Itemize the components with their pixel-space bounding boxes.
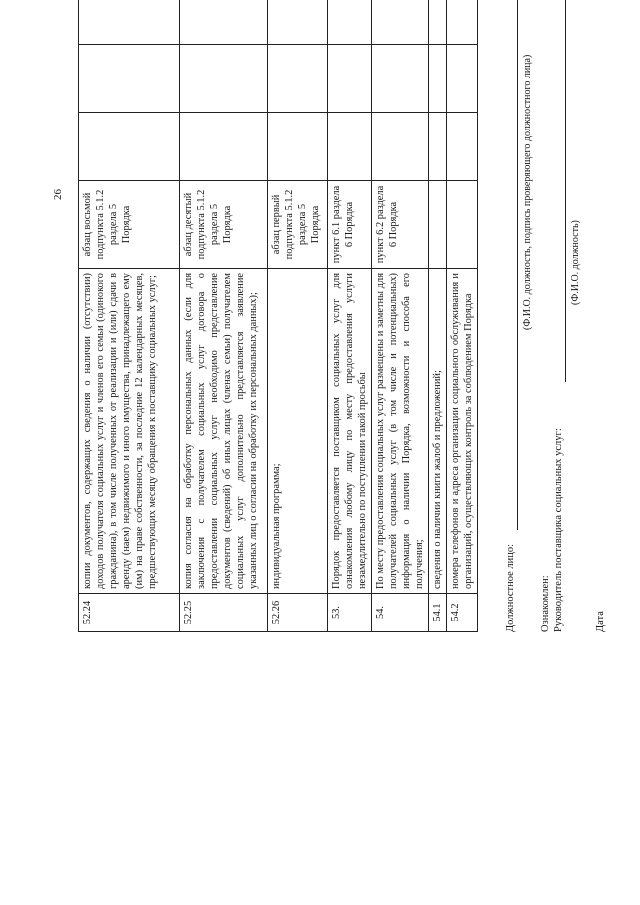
page-number: 26 [52, 189, 64, 200]
empty-cell [372, 113, 429, 181]
row-reference: абзац первый подпункта 5.1.2 раздела 5 Порядка [268, 181, 328, 269]
empty-cell [447, 113, 478, 181]
empty-cell [429, 0, 447, 45]
table-row [447, 0, 478, 632]
official-label: Должностное лицо: [505, 543, 516, 632]
row-description: копии документов, содержащих сведения о наличии (отсутствии) доходов получателя социальных услуг и членов его семьи (одинокого гражданина), в том числе полученных от реализации и (или) сдачи в аренду (наем) недвижимого и иного имущества, принадлежащего ему (им) на праве собственности, за последние 12 календарных месяцев, предшествующих месяцу обращения к поставщику социальных услуг; [79, 269, 180, 594]
row-reference: пункт 6.2 раздела 6 Порядка [372, 181, 429, 269]
empty-cell [79, 113, 180, 181]
empty-cell [268, 45, 328, 113]
acquainted-label: Ознакомлен: [540, 575, 551, 632]
row-number: 52.26 [268, 594, 328, 632]
row-description: По месту предоставления социальных услуг размещены и заметны для получателей социальных услуг (в том числе и потенциальных) информация о наличии Порядка, возможности и способа его получения; [372, 269, 429, 594]
row-number: 52.25 [180, 594, 268, 632]
empty-cell [180, 113, 268, 181]
checklist-table [78, 0, 478, 632]
empty-cell [328, 113, 372, 181]
empty-cell [372, 45, 429, 113]
empty-cell [447, 45, 478, 113]
row-description: Порядок предоставляется поставщиком социальных услуг для ознакомления любому лицу по месту предоставления услуги незамедлительно по поступлении такой просьбы [328, 269, 372, 594]
empty-cell [268, 113, 328, 181]
official-caption: (Ф.И.О. должность, подпись проверяющего должностного лица) [522, 54, 533, 330]
table-row [328, 0, 372, 632]
row-reference [429, 181, 447, 269]
official-signature-line [517, 0, 518, 530]
empty-cell [180, 0, 268, 45]
table-row [180, 0, 268, 632]
date-label: Дата [595, 611, 606, 632]
table-row [372, 0, 429, 632]
row-number: 54. [372, 594, 429, 632]
table-row [429, 0, 447, 632]
row-number: 52.24 [79, 594, 180, 632]
empty-cell [447, 0, 478, 45]
head-signature-line [565, 0, 566, 382]
row-description: сведения о наличии книги жалоб и предложений; [429, 269, 447, 594]
empty-cell [328, 0, 372, 45]
head-label: Руководитель поставщика социальных услуг: [553, 428, 564, 632]
row-reference [447, 181, 478, 269]
empty-cell [180, 45, 268, 113]
empty-cell [79, 45, 180, 113]
row-description: индивидуальная программа; [268, 269, 328, 594]
empty-cell [372, 0, 429, 45]
empty-cell [328, 45, 372, 113]
row-number: 54.2 [447, 594, 478, 632]
table-row [79, 0, 180, 632]
row-description: копия согласия на обработку персональных данных (если для заключения с получателем социальных услуг договора о предоставлении социальных услуг необходимо представление документов (сведений) об иных лицах (членах семьи) получателем социальных услуг дополнительно представляется заявление указанных лиц о согласии на обработку их персональных данных); [180, 269, 268, 594]
table-row [268, 0, 328, 632]
empty-cell [79, 0, 180, 45]
row-description: номера телефонов и адреса организации социального обслуживания и организаций, осуществляющих контроль за соблюдением Порядка [447, 269, 478, 594]
row-number: 54.1 [429, 594, 447, 632]
row-reference: пункт 6.1 раздела 6 Порядка [328, 181, 372, 269]
empty-cell [429, 113, 447, 181]
row-reference: абзац десятый подпункта 5.1.2 раздела 5 Порядка [180, 181, 268, 269]
row-number: 53. [328, 594, 372, 632]
row-reference: абзац восьмой подпункта 5.1.2 раздела 5 Порядка [79, 181, 180, 269]
empty-cell [429, 45, 447, 113]
head-caption: (Ф.И.О. должность) [570, 220, 581, 305]
empty-cell [268, 0, 328, 45]
